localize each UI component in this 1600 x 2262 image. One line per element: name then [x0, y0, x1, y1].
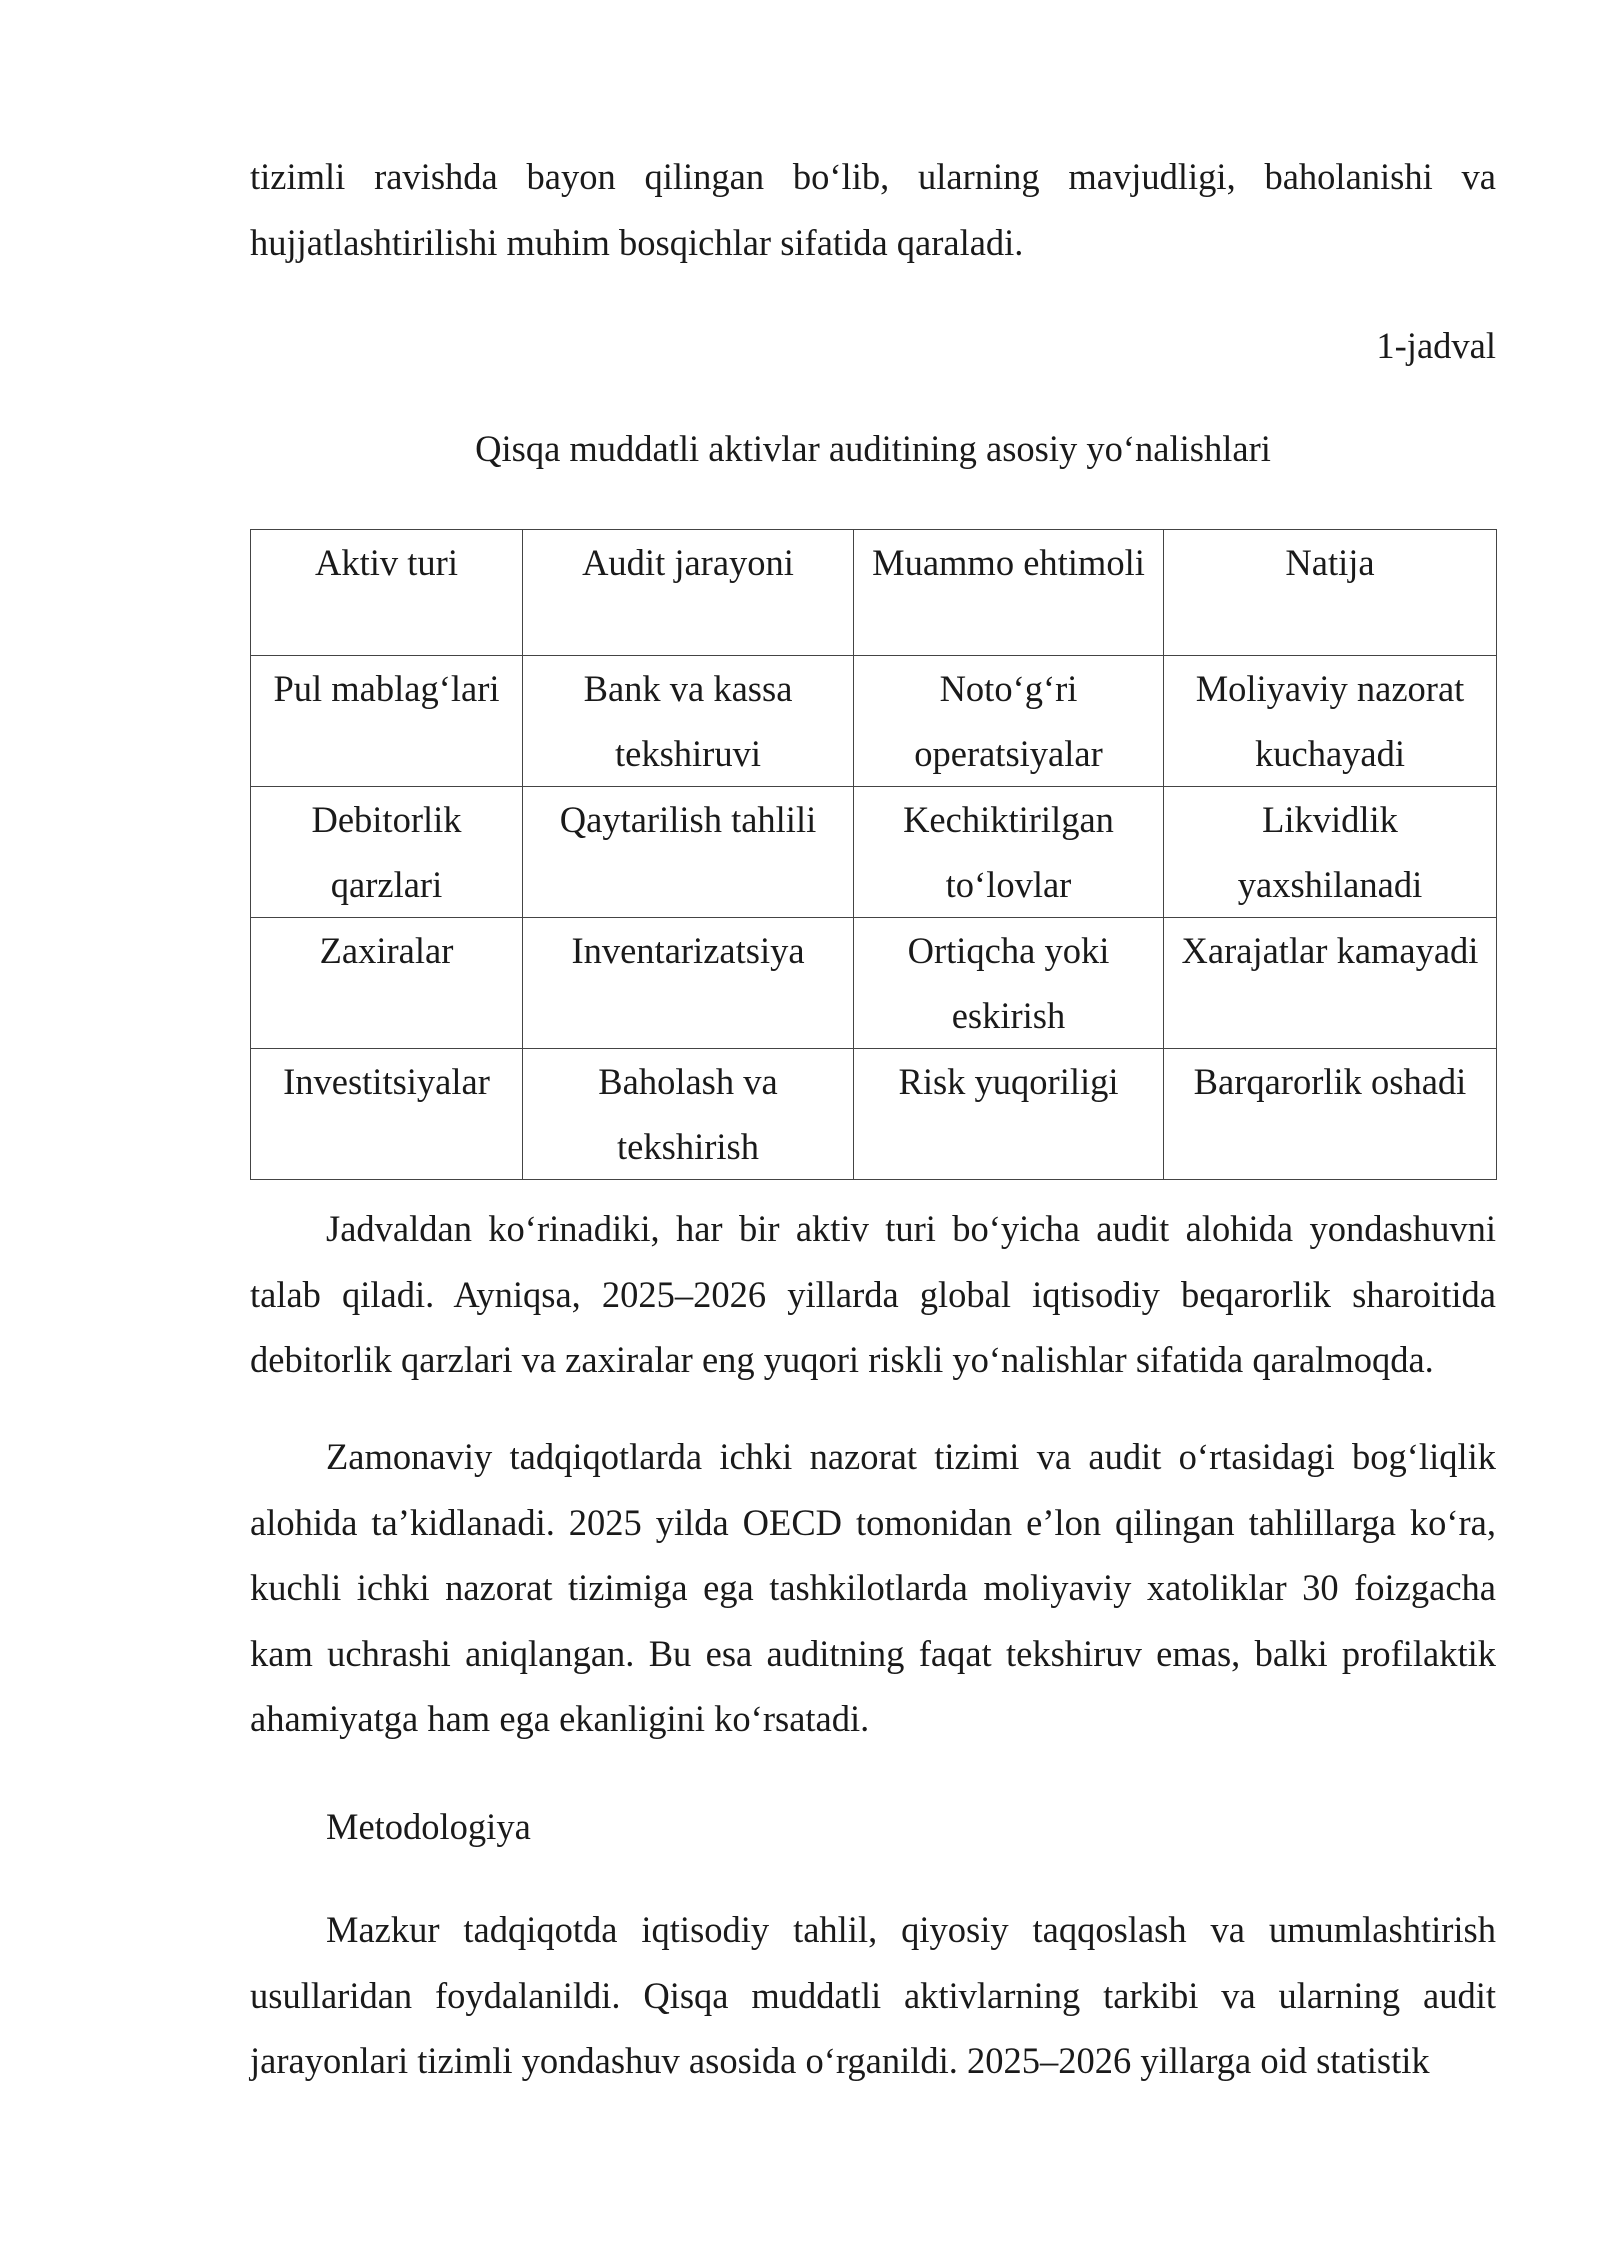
table-header-row: [251, 530, 1497, 656]
table-cell: Risk yuqoriligi: [854, 1049, 1164, 1180]
research-paragraph: Zamonaviy tadqiqotlarda ichki nazorat tizimi va audit o‘rtasidagi bog‘liqlik alohida ta’kidlanadi. 2025 yilda OECD tomonidan e’lon qilingan tahlillarga ko‘ra, kuchli ichki nazorat tizimiga ega tashkilotlarda moliyaviy xatoliklar 30 foizgacha kam uchrashi aniqlangan. Bu esa auditning faqat tekshiruv emas, balki profilaktik ahamiyatga ham ega ekanligini ko‘rsatadi.: [250, 1436, 1496, 1739]
table-cell: Zaxiralar: [251, 918, 523, 1049]
table-cell: Ortiqcha yoki eskirish: [854, 918, 1164, 1049]
table-cell: Pul mablag‘lari: [251, 656, 523, 787]
table-cell: Barqarorlik oshadi: [1164, 1049, 1497, 1180]
table-cell: Kechiktirilgan to‘lovlar: [854, 787, 1164, 918]
header-cell: Muammo ehtimoli: [854, 530, 1164, 656]
table-commentary-paragraph: Jadvaldan ko‘rinadiki, har bir aktiv turi bo‘yicha audit alohida yondashuvni talab qiladi. Ayniqsa, 2025–2026 yillarda global iqtisodiy beqarorlik sharoitida debitorlik qarzlari va zaxiralar eng yuqori riskli yo‘nalishlar sifatida qaralmoqda.: [250, 1208, 1496, 1380]
header-cell: Aktiv turi: [251, 530, 523, 656]
audit-directions-table: [250, 529, 1497, 1180]
table-cell: Xarajatlar kamayadi: [1164, 918, 1497, 1049]
table-title: Qisqa muddatli aktivlar auditining asosiy yo‘nalishlari: [475, 428, 1271, 469]
table-cell: Debitorlik qarzlari: [251, 787, 523, 918]
table-row: [251, 1049, 1497, 1180]
table-row: [251, 787, 1497, 918]
header-cell: Natija: [1164, 530, 1497, 656]
table-row: [251, 918, 1497, 1049]
methodology-heading: Metodologiya: [326, 1806, 531, 1847]
table-cell: Bank va kassa tekshiruvi: [523, 656, 854, 787]
table-cell: Inventarizatsiya: [523, 918, 854, 1049]
table-number: 1-jadval: [1376, 325, 1496, 366]
table-cell: Investitsiyalar: [251, 1049, 523, 1180]
table-cell: Noto‘g‘ri operatsiyalar: [854, 656, 1164, 787]
table-cell: Moliyaviy nazorat kuchayadi: [1164, 656, 1497, 787]
methodology-paragraph: Mazkur tadqiqotda iqtisodiy tahlil, qiyosiy taqqoslash va umumlashtirish usullaridan foydalanildi. Qisqa muddatli aktivlarning tarkibi va ularning audit jarayonlari tizimli yondashuv asosida o‘rganildi. 2025–2026 yillarga oid statistik: [250, 1909, 1496, 2081]
table-row: [251, 656, 1497, 787]
header-cell: Audit jarayoni: [523, 530, 854, 656]
table-cell: Qaytarilish tahlili: [523, 787, 854, 918]
intro-paragraph: tizimli ravishda bayon qilingan bo‘lib, ularning mavjudligi, baholanishi va hujjatlashtirilishi muhim bosqichlar sifatida qaraladi.: [250, 156, 1496, 263]
table-cell: Baholash va tekshirish: [523, 1049, 854, 1180]
table-cell: Likvidlik yaxshilanadi: [1164, 787, 1497, 918]
